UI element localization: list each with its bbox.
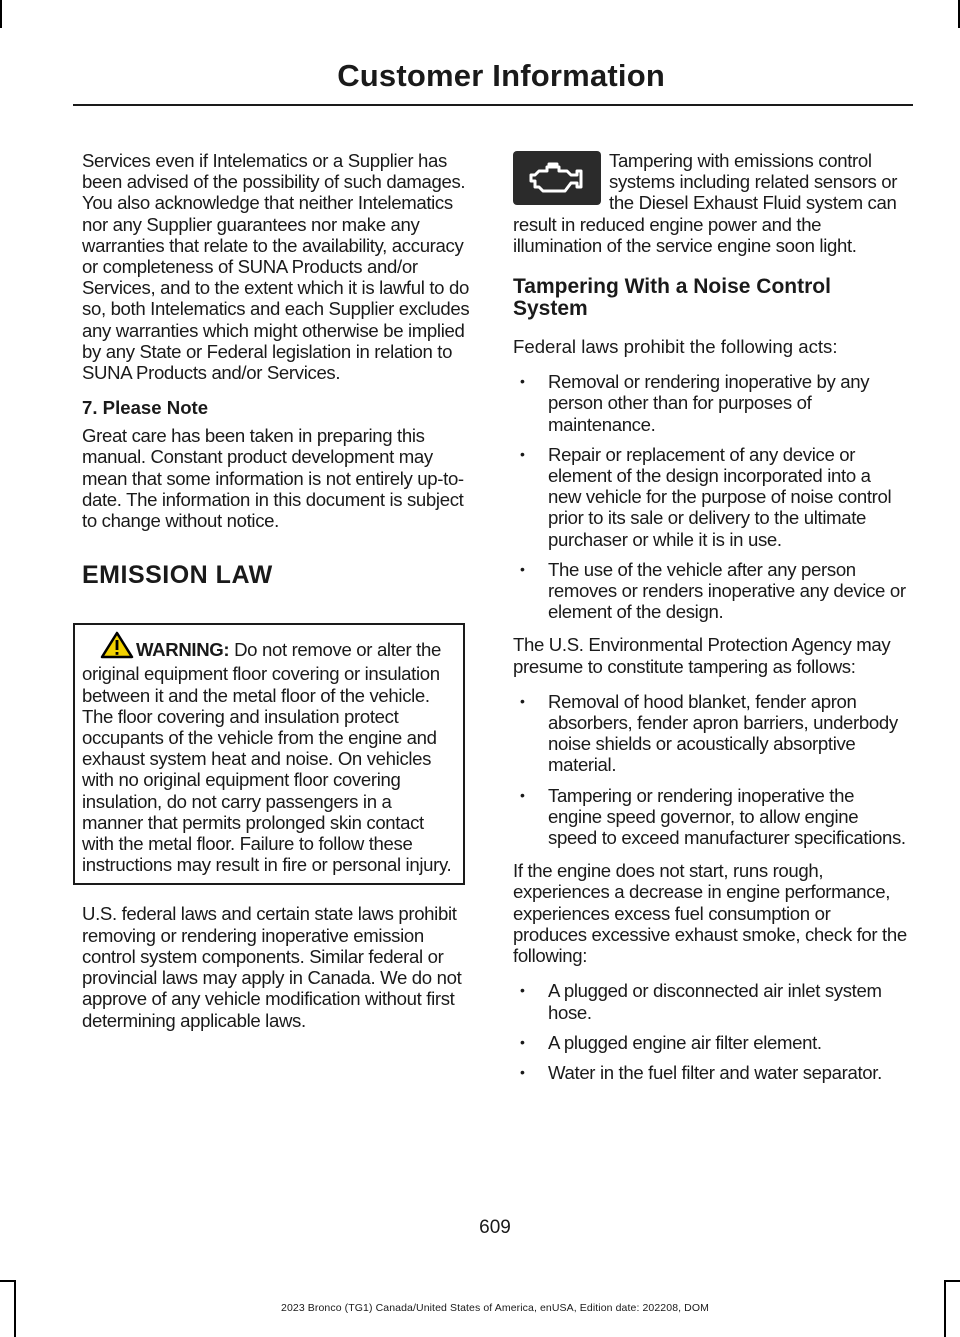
intro-paragraph: Services even if Intelematics or a Supplier has been advised of the possibility of such damages. You also acknowledge that neither Intelematics nor any Supplier guarantees nor make any warranties that relate to the availability, accuracy or completeness of SUNA Products and/or Services, and to the extent which it is lawful to do so, both Intelematics and each Supplier excludes any warranties which might otherwise be implied by any State or Federal legislation in relation to SUNA Products and/or Services.	[82, 150, 470, 384]
header-divider	[73, 104, 913, 106]
page-title: Customer Information	[337, 58, 665, 93]
epa-list	[513, 691, 908, 848]
list-item: • Removal or rendering inoperative by any person other than for purposes of maintenance.	[513, 371, 908, 435]
list-item: • Water in the fuel filter and water separator.	[513, 1062, 908, 1083]
warning-text: Do not remove or alter the original equipment floor covering or insulation between it and the metal floor of the vehicle. The floor covering and insulation protect occupants of the vehicle from the engine and exhaust system heat and noise. On vehicles with no original equipment floor covering insulation, do not carry passengers in a manner that permits prolonged skin contact with the metal floor. Failure to follow these instructions may result in fire or personal injury.	[82, 639, 452, 876]
engine-intro: If the engine does not start, runs rough, experiences a decrease in engine performance, experiences excess fuel consumption or produces excessive exhaust smoke, check for the following:	[513, 860, 907, 967]
epa-intro: The U.S. Environmental Protection Agency may presume to constitute tampering as follows:	[513, 634, 891, 677]
warning-triangle-icon	[100, 631, 134, 663]
list-item: • The use of the vehicle after any person removes or renders inoperative any device or element of the design.	[513, 559, 908, 623]
note-paragraph: Great care has been taken in preparing this manual. Constant product development may mean that some information is not entirely up-to-date. The information in this document is subject to change without notice.	[82, 425, 464, 532]
crop-mark-bottom-right	[944, 1280, 960, 1282]
right-column	[513, 150, 908, 1095]
page-number: 609	[479, 1217, 511, 1238]
list-item: • Tampering or rendering inoperative the engine speed governor, to allow engine speed to exceed manufacturer specifications.	[513, 785, 908, 849]
engine-list	[513, 980, 908, 1083]
left-column	[82, 150, 475, 1045]
warning-label: WARNING:	[136, 639, 230, 661]
noise-heading: Tampering With a Noise Control System	[513, 275, 831, 321]
warning-paragraph	[82, 631, 455, 875]
list-item: • Removal of hood blanket, fender apron absorbers, fender apron barriers, underbody noise shields or acoustically absorptive material.	[513, 691, 908, 776]
crop-mark-bottom-left	[0, 1280, 14, 1282]
tamper-paragraph: Tampering with emissions control systems including related sensors or the Diesel Exhaust Fluid system can result in reduced engine power and the illumination of the service engine soon light.	[513, 150, 898, 256]
list-item: • A plugged engine air filter element.	[513, 1032, 908, 1053]
check-engine-icon	[513, 151, 601, 205]
crop-mark-top-left	[0, 0, 2, 28]
edition-footer: 2023 Bronco (TG1) Canada/United States of America, enUSA, Edition date: 202208, DOM	[281, 1302, 709, 1314]
section-heading: EMISSION LAW	[82, 561, 273, 590]
warning-box	[73, 623, 465, 885]
note-heading: 7. Please Note	[82, 397, 209, 419]
federal-intro: Federal laws prohibit the following acts:	[513, 336, 838, 358]
laws-paragraph: U.S. federal laws and certain state laws prohibit removing or rendering inoperative emission control system components. Similar federal or provincial laws may apply in Canada. We do not approve of any vehicle modification without first determining applicable laws.	[82, 903, 462, 1031]
list-item: • A plugged or disconnected air inlet system hose.	[513, 980, 908, 1022]
tamper-block	[513, 150, 908, 256]
list-item: • Repair or replacement of any device or element of the design incorporated into a new vehicle for the purpose of noise control prior to its sale or delivery to the ultimate purchaser or while it is in use.	[513, 444, 908, 550]
federal-list	[513, 371, 908, 622]
